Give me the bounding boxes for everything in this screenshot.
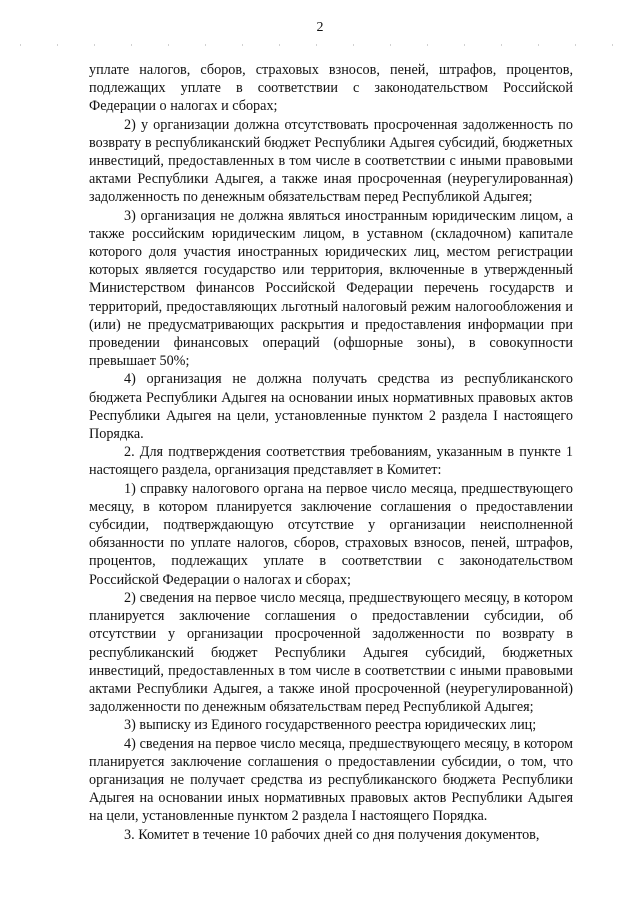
scan-artifact-line bbox=[20, 44, 620, 46]
paragraph-section-3: 3. Комитет в течение 10 рабочих дней со дня получения документов, bbox=[124, 826, 540, 843]
paragraph-doc-3: 3) выписку из Единого государственного реестра юридических лиц; bbox=[124, 717, 537, 734]
paragraph-doc-1: 1) справку налогового органа на первое число месяца, предшествующего месяцу, в котором планируется заключение соглашения о предоставлении субсидии, подтверждающую отсутствие у организации неисполненной обязанности по уплате налогов, сборов, страховых взносов, пеней, штрафов, процентов, подлежащих уплате в соответствии с законодательством Российской Федерации о налогах и сборах; bbox=[89, 480, 573, 588]
paragraph-doc-2: 2) сведения на первое число месяца, предшествующего месяцу, в котором планируется заключение соглашения о предоставлении субсидии, об отсутствии у организации просроченной задолженности по возврату в республиканский бюджет Республики Адыгея субсидий, бюджетных инвестиций, предоставленных в том числе в соответствии с иными правовыми актами Республики Адыгея, а также иной просроченной (неурегулированной) задолженности по денежным обязательствам перед Республикой Адыгея; bbox=[89, 589, 573, 716]
paragraph-section-2: 2. Для подтверждения соответствия требованиям, указанным в пункте 1 настоящего раздела, организация представляет в Комитет: bbox=[89, 444, 573, 479]
paragraph-item-4: 4) организация не должна получать средства из республиканского бюджета Республики Адыгея на основании иных нормативных правовых актов Республики Адыгея на цели, установленные пунктом 2 раздела I настоящего Порядка. bbox=[89, 371, 573, 443]
paragraph-item-2: 2) у организации должна отсутствовать просроченная задолженность по возврату в республиканский бюджет Республики Адыгея субсидий, бюджетных инвестиций, предоставленных в том числе в соответствии с иными правовыми актами Республики Адыгея, а также иная просроченная (неурегулированная) задолженность по денежным обязательствам перед Республикой Адыгея; bbox=[89, 116, 573, 206]
paragraph-doc-4: 4) сведения на первое число месяца, предшествующего месяцу, в котором планируется заключение соглашения о предоставлении субсидии, о том, что организация не получает средства из республиканского бюджета Республики Адыгея на основании иных нормативных правовых актов Республики Адыгея на цели, установленные пунктом 2 раздела I настоящего Порядка. bbox=[89, 735, 573, 825]
page-number: 2 bbox=[316, 20, 324, 35]
document-body bbox=[89, 61, 573, 844]
paragraph-item-3: 3) организация не должна являться иностранным юридическим лицом, а также российским юридическим лицом, в уставном (складочном) капитале которого доля участия иностранных юридических лиц, местом регистрации которых является государство или территория, включенные в утвержденный Министерством финансов Российской Федерации перечень государств и территорий, предоставляющих льготный налоговый режим налогообложения и (или) не предусматривающих раскрытия и предоставления информации при проведении финансовых операций (офшорные зоны), в совокупности превышает 50%; bbox=[89, 207, 573, 370]
paragraph-continuation: уплате налогов, сборов, страховых взносов, пеней, штрафов, процентов, подлежащих уплате в соответствии с законодательством Российской Федерации о налогах и сборах; bbox=[89, 62, 573, 115]
